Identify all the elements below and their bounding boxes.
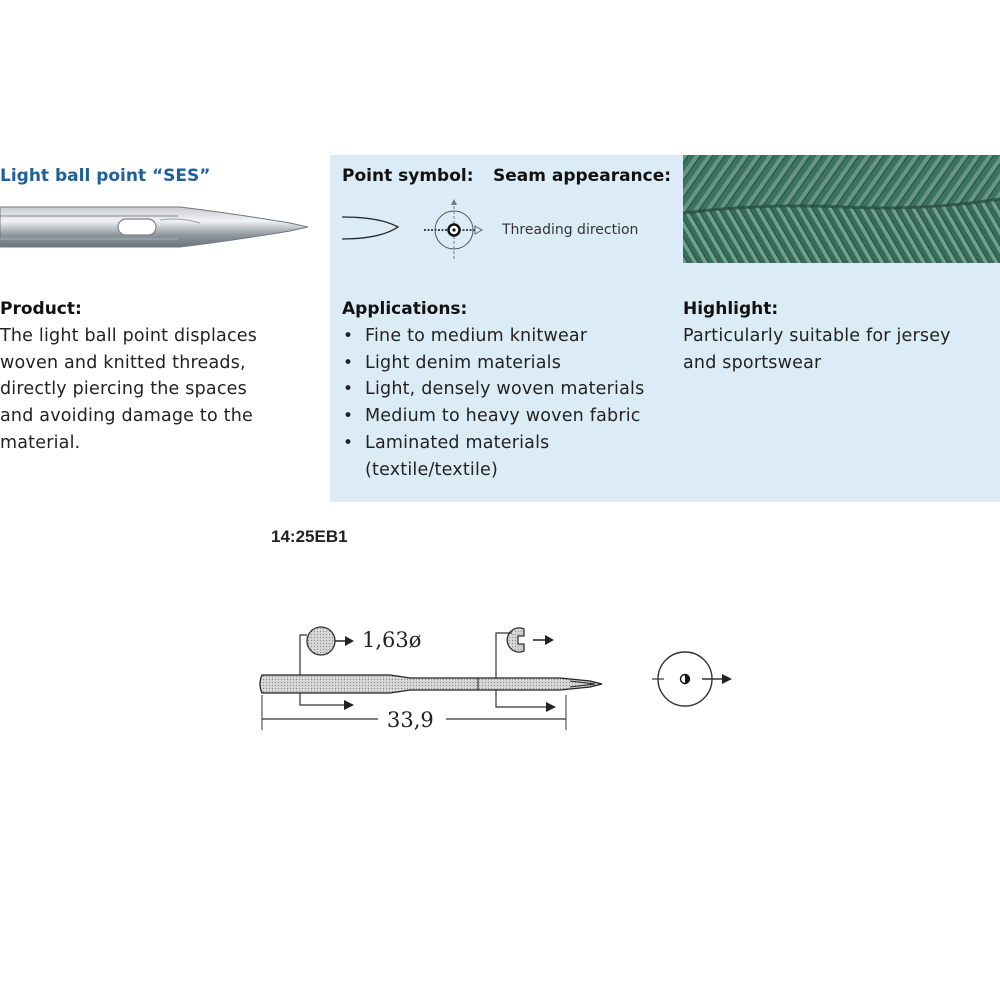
product-line: The light ball point displaces — [0, 326, 258, 346]
product-heading: Product: — [0, 299, 82, 319]
highlight-line: Particularly suitable for jersey — [683, 326, 951, 346]
applications-heading: Applications: — [342, 299, 468, 319]
blade-section-icon — [507, 628, 524, 652]
diameter-label: 1,63ø — [362, 628, 422, 652]
list-item: • Light denim materials — [342, 350, 677, 377]
product-line: material. — [0, 432, 81, 453]
length-label: 33,9 — [387, 708, 434, 732]
seam-appearance-heading: Seam appearance: — [493, 166, 672, 186]
needle-photo-icon — [0, 195, 315, 265]
product-description — [0, 323, 320, 457]
threading-direction-icon — [420, 195, 490, 265]
shank-section-icon — [307, 627, 335, 655]
needle-technical-drawing — [250, 615, 750, 740]
product-line: woven and knitted threads, — [0, 352, 246, 373]
highlight-text — [683, 323, 993, 376]
needle-code: 14:25EB1 — [271, 527, 348, 546]
product-line: and avoiding damage to the — [0, 406, 253, 427]
highlight-line: and sportswear — [683, 352, 822, 373]
fabric-seam-icon — [683, 155, 1000, 263]
ball-point-symbol-icon — [340, 213, 405, 243]
highlight-heading: Highlight: — [683, 299, 779, 319]
applications-list — [342, 323, 677, 483]
list-item: • Medium to heavy woven fabric — [342, 403, 677, 430]
list-item: • Laminated materials (textile/textile) — [342, 430, 677, 483]
product-line: directly piercing the spaces — [0, 379, 247, 400]
threading-direction-label: Threading direction — [502, 222, 639, 238]
product-title: Light ball point “SES” — [0, 166, 211, 186]
list-item: • Light, densely woven materials — [342, 376, 677, 403]
point-symbol-heading: Point symbol: — [342, 166, 474, 186]
list-item: • Fine to medium knitwear — [342, 323, 677, 350]
